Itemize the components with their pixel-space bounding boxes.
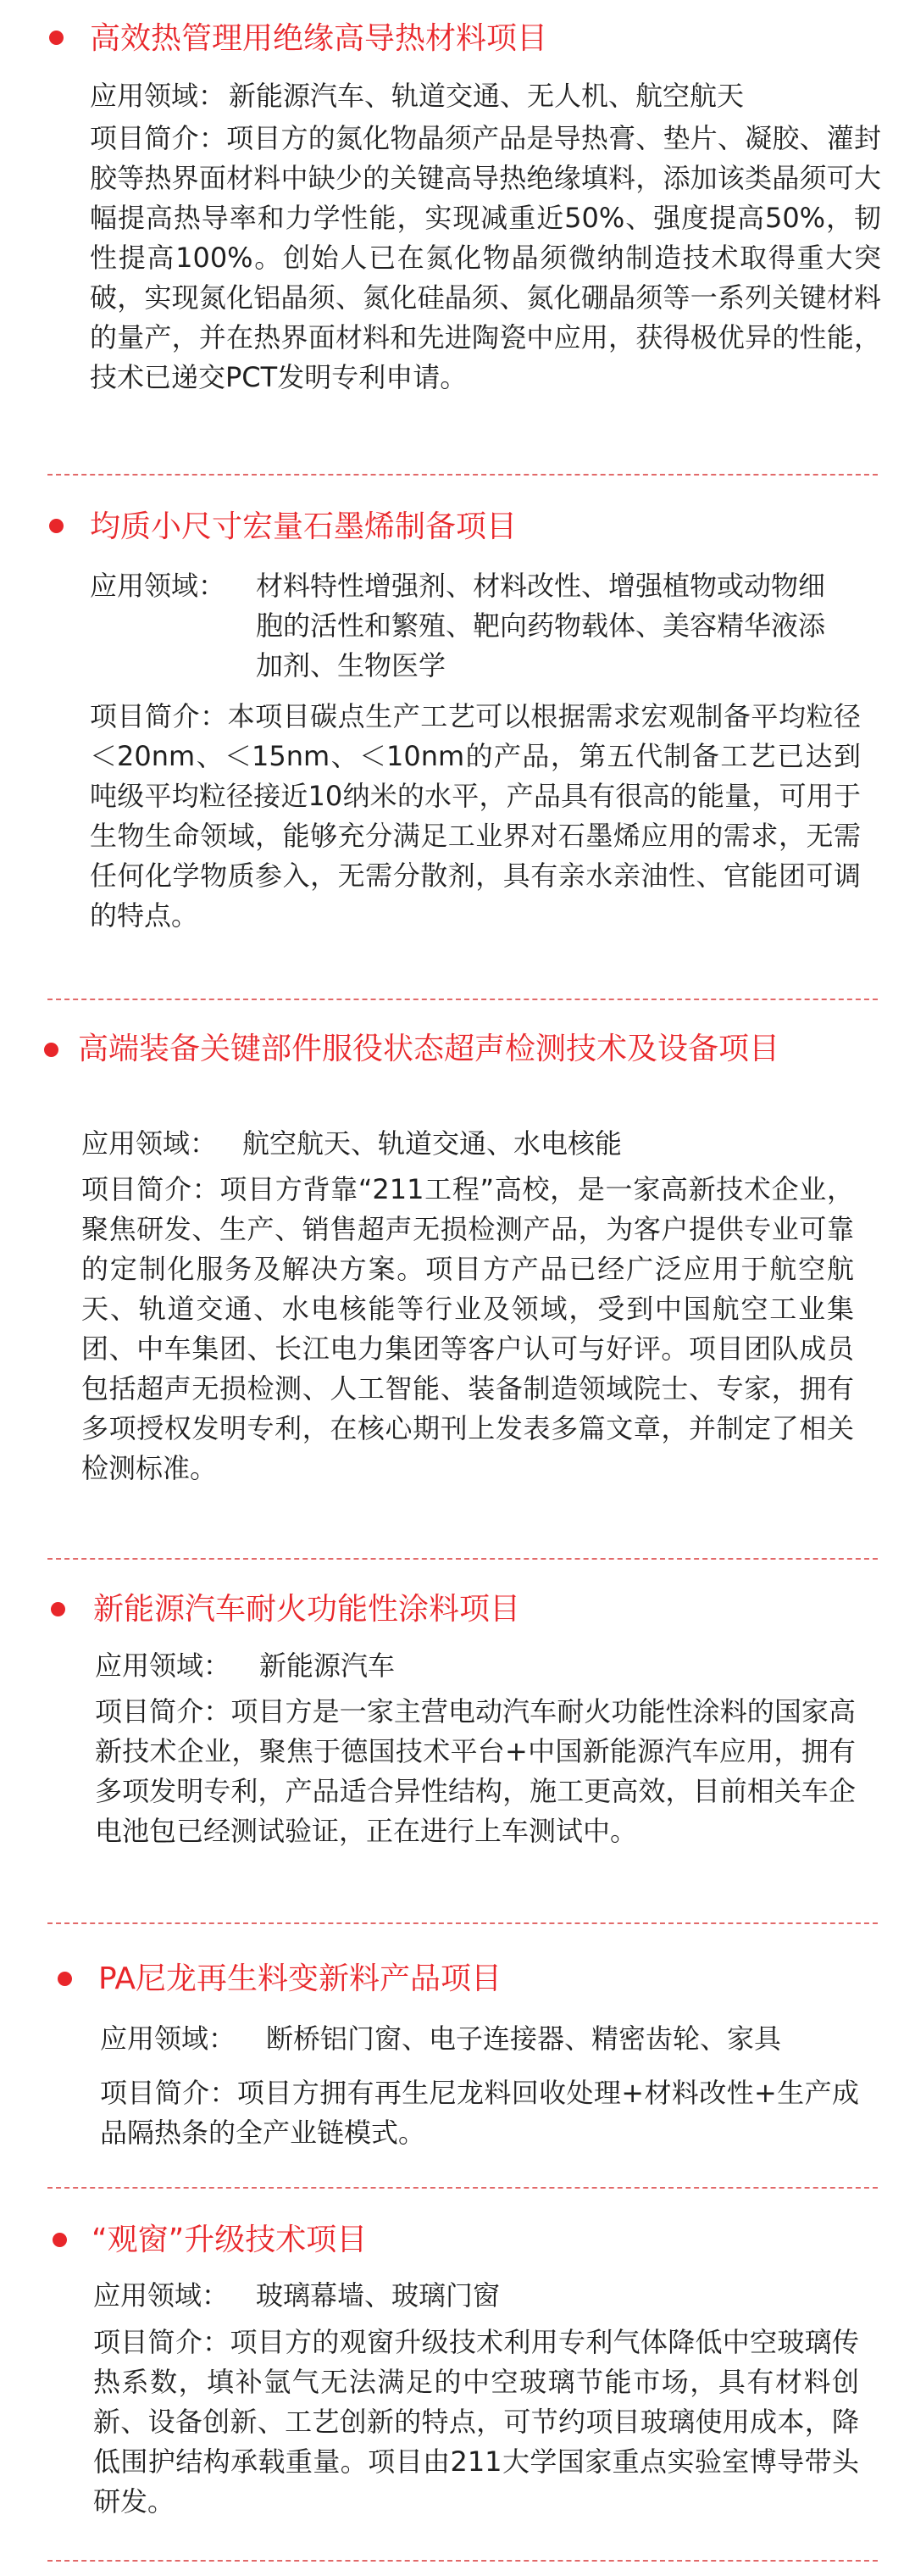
field-value: 新能源汽车、轨道交通、无人机、航空航天 [229, 80, 745, 112]
bullet-dot-icon [44, 1043, 58, 1057]
section-divider [47, 474, 878, 476]
intro-label: 项目简介： [81, 1173, 220, 1205]
project-intro [93, 2323, 859, 2522]
intro-text: 本项目碳点生产工艺可以根据需求宏观制备平均粒径＜20nm、＜15nm、＜10nm的产品，第五代制备工艺已达到吨级平均粒径接近10纳米的水平，产品具有很高的能量，可用于生物生命领域，能够充分满足工业界对石墨烯应用的需求，无需任何化学物质参入，无需分散剂，具有亲水亲油性、官能团可调的特点。 [90, 700, 861, 932]
section-divider [47, 1922, 878, 1924]
field-label: 应用领域： [93, 2279, 230, 2312]
project-intro [100, 2073, 859, 2153]
field-label: 应用领域： [81, 1127, 218, 1160]
bullet-dot-icon [51, 1602, 65, 1616]
project-title: 高端装备关键部件服役状态超声检测技术及设备项目 [78, 1032, 780, 1066]
field-value: 玻璃幕墙、玻璃门窗 [256, 2279, 501, 2312]
project-intro [81, 1170, 854, 1488]
bullet-dot-icon [49, 519, 64, 533]
field-label: 应用领域： [100, 2022, 236, 2055]
bullet-dot-icon [53, 2233, 67, 2247]
field-label: 应用领域： [90, 80, 226, 112]
project-title: PA尼龙再生料变新料产品项目 [98, 1961, 502, 1996]
bullet-dot-icon [58, 1972, 72, 1986]
field-value: 材料特性增强剂、材料改性、增强植物或动物细胞的活性和繁殖、靶向药物载体、美容精华液添加剂、生物医学 [256, 570, 826, 682]
intro-text: 项目方背靠“211工程”高校，是一家高新技术企业，聚焦研发、生产、销售超声无损检测产品，为客户提供专业可靠的定制化服务及解决方案。项目方产品已经广泛应用于航空航天、轨道交通、水电核能等行业及领域，受到中国航空工业集团、中车集团、长江电力集团等客户认可与好评。项目团队成员包括超声无损检测、人工智能、装备制造领域院士、专家，拥有多项授权发明专利，在核心期刊上发表多篇文章，并制定了相关检测标准。 [81, 1173, 854, 1484]
project-title: 均质小尺寸宏量石墨烯制备项目 [90, 509, 518, 544]
project-title: 新能源汽车耐火功能性涂料项目 [93, 1592, 521, 1627]
field-value: 新能源汽车 [259, 1650, 396, 1682]
section-divider [47, 2560, 878, 2562]
intro-text: 项目方的氮化物晶须产品是导热膏、垫片、凝胶、灌封胶等热界面材料中缺少的关键高导热绝缘填料，添加该类晶须可大幅提高热导率和力学性能，实现减重近50%、强度提高50%，韧性提高100%。创始人已在氮化物晶须微纳制造技术取得重大突破，实现氮化铝晶须、氮化硅晶须、氮化硼晶须等一系列关键材料的量产，并在热界面材料和先进陶瓷中应用，获得极优异的性能，技术已递交PCT发明专利申请。 [90, 122, 881, 393]
intro-text: 项目方是一家主营电动汽车耐火功能性涂料的国家高新技术企业，聚焦于德国技术平台+中国新能源汽车应用，拥有多项发明专利，产品适合异性结构，施工更高效，目前相关车企电池包已经测试验证，正在进行上车测试中。 [95, 1695, 856, 1847]
intro-label: 项目简介： [95, 1695, 231, 1728]
field-value: 航空航天、轨道交通、水电核能 [242, 1127, 623, 1160]
bullet-dot-icon [49, 31, 64, 45]
intro-label: 项目简介： [90, 122, 227, 154]
section-divider [47, 999, 878, 1000]
project-intro [95, 1692, 856, 1851]
intro-label: 项目简介： [100, 2077, 237, 2109]
field-label: 应用领域： [90, 570, 226, 602]
intro-text: 项目方拥有再生尼龙料回收处理+材料改性+生产成品隔热条的全产业链模式。 [100, 2077, 859, 2149]
intro-text: 项目方的观窗升级技术利用专利气体降低中空玻璃传热系数，填补氩气无法满足的中空玻璃节能市场，具有材料创新、设备创新、工艺创新的特点，可节约项目玻璃使用成本，降低围护结构承载重量。项目由211大学国家重点实验室博导带头研发。 [93, 2326, 859, 2518]
field-value: 断桥铝门窗、电子连接器、精密齿轮、家具 [266, 2022, 782, 2055]
field-label: 应用领域： [95, 1650, 231, 1682]
project-intro [90, 697, 861, 936]
intro-label: 项目简介： [90, 700, 228, 732]
project-intro [90, 119, 881, 398]
section-divider [47, 1558, 878, 1560]
intro-label: 项目简介： [93, 2326, 230, 2358]
project-title: 高效热管理用绝缘高导热材料项目 [90, 21, 548, 56]
project-title: “观窗”升级技术项目 [92, 2223, 368, 2257]
section-divider [47, 2187, 878, 2189]
